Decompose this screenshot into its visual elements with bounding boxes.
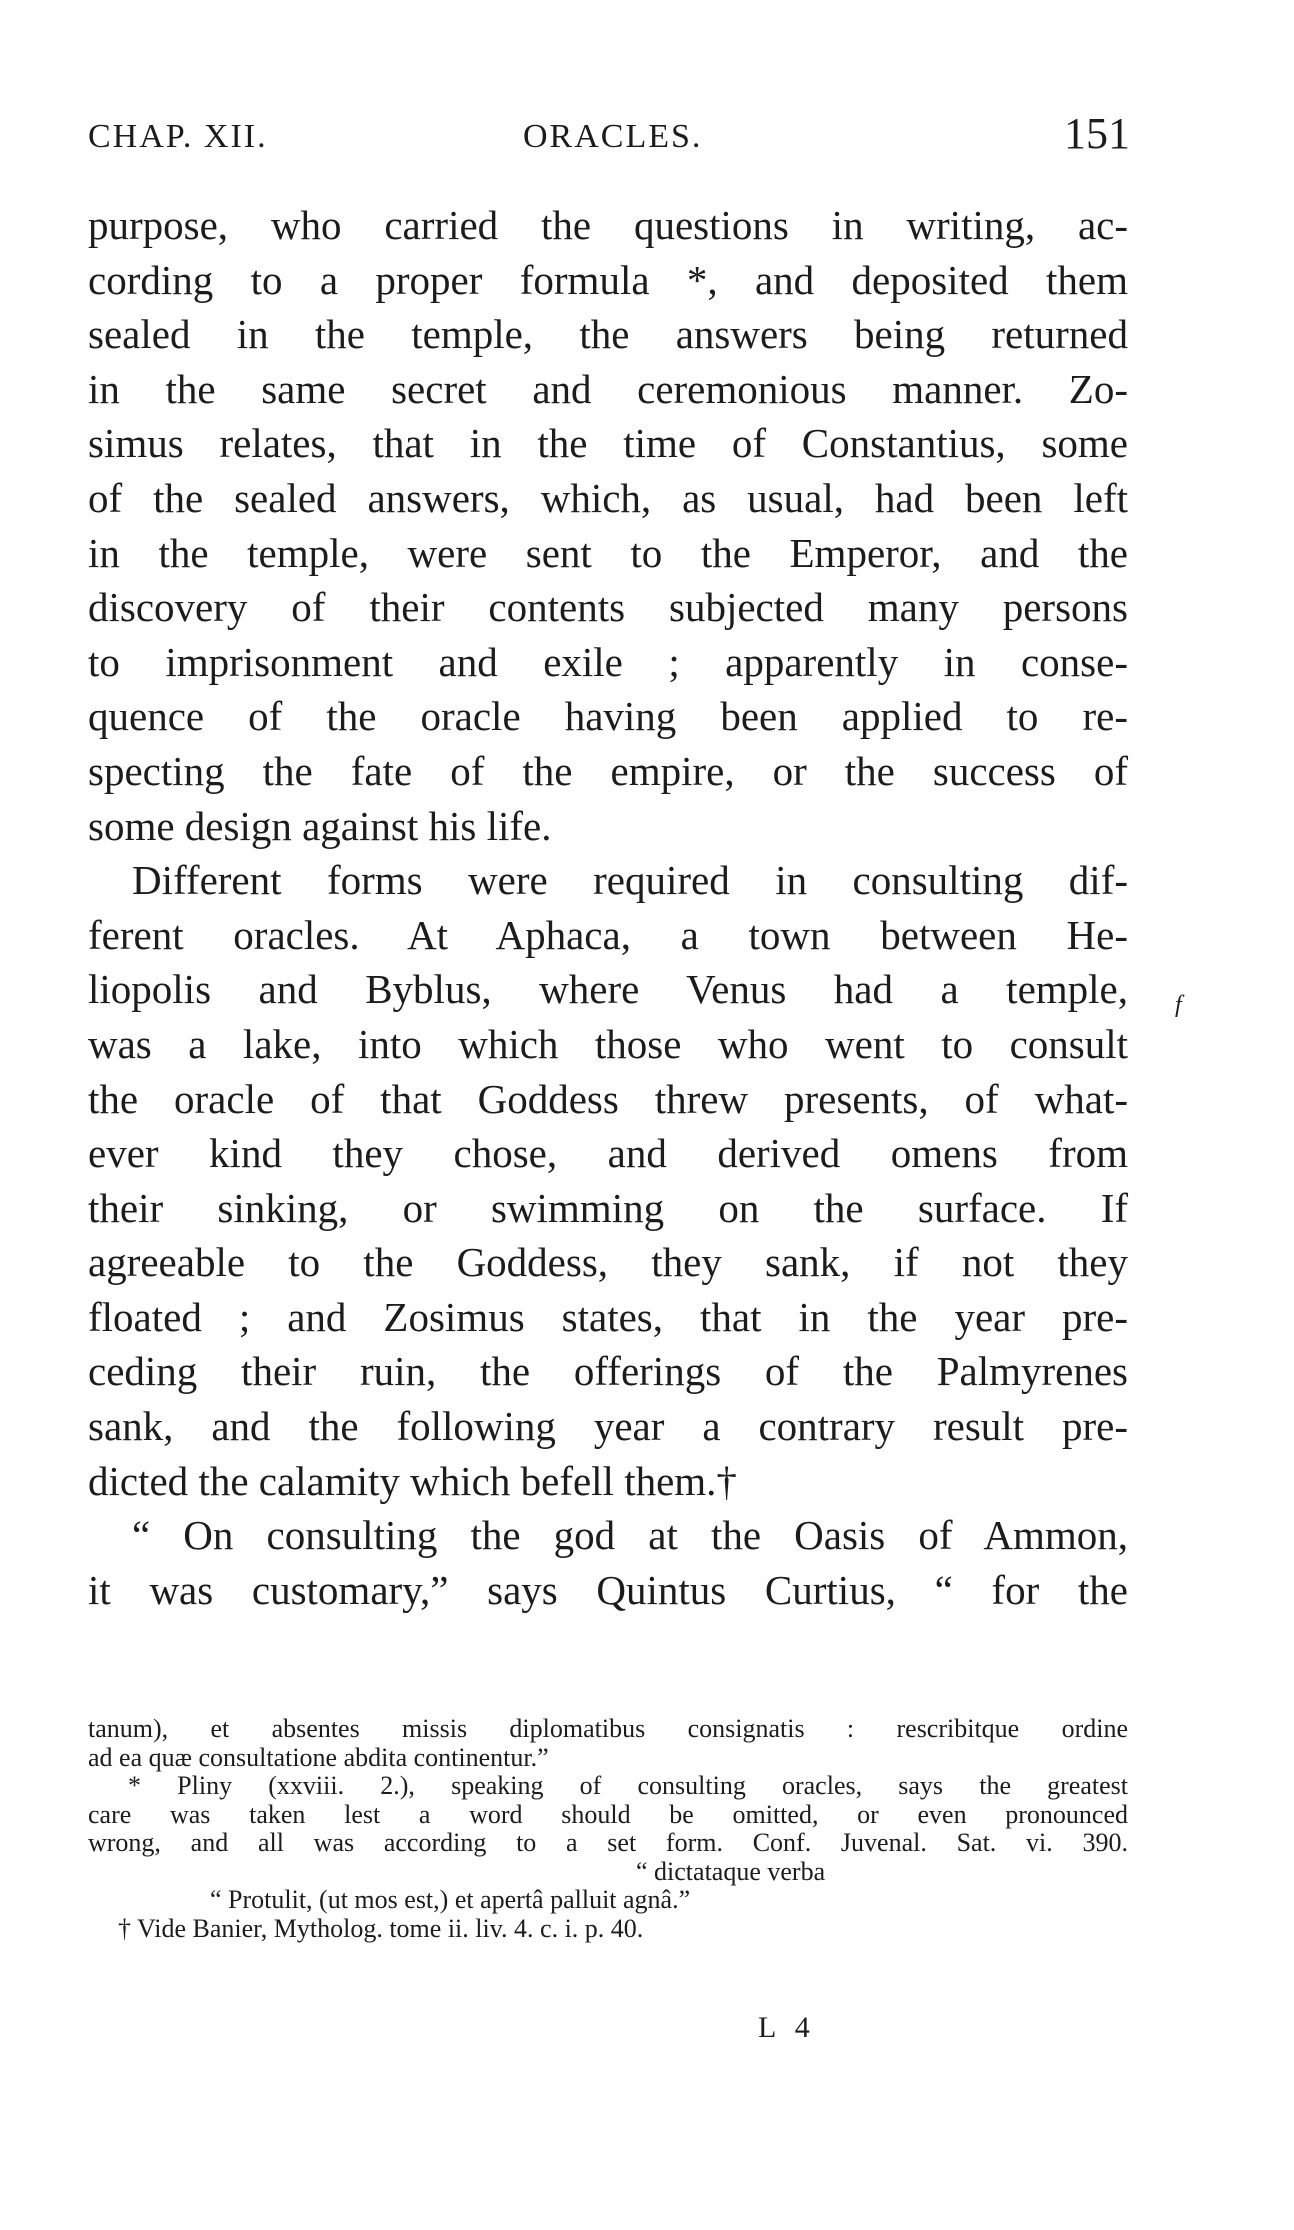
text-line: was a lake, into which those who went to consult bbox=[88, 1020, 1128, 1067]
footnote-line: care was taken lest a word should be omitted, or even pronounced bbox=[88, 1799, 1128, 1829]
text-line: quence of the oracle having been applied to re- bbox=[88, 693, 1128, 740]
text-line: cording to a proper formula *, and deposited them bbox=[88, 256, 1128, 303]
page-number: 151 bbox=[1064, 109, 1130, 158]
text-line: agreeable to the Goddess, they sank, if not they bbox=[88, 1239, 1128, 1286]
text-line: their sinking, or swimming on the surface. If bbox=[88, 1184, 1128, 1231]
signature-mark: L 4 bbox=[758, 2011, 816, 2044]
text-line: ferent oracles. At Aphaca, a town between He- bbox=[88, 911, 1128, 958]
chapter-label: CHAP. XII. bbox=[88, 118, 268, 155]
text-line: Different forms were required in consulting dif- bbox=[132, 857, 1128, 904]
text-line: the oracle of that Goddess threw presents, of what- bbox=[88, 1075, 1128, 1122]
text-line: floated ; and Zosimus states, that in the year pre- bbox=[88, 1293, 1128, 1340]
text-line: dicted the calamity which befell them.† bbox=[88, 1457, 737, 1504]
text-line: “ On consulting the god at the Oasis of Ammon, bbox=[132, 1512, 1128, 1559]
footnote-line: ad ea quæ consultatione abdita continentur.” bbox=[88, 1742, 549, 1772]
footnote-line: † Vide Banier, Mytholog. tome ii. liv. 4. c. i. p. 40. bbox=[118, 1913, 644, 1943]
text-line: simus relates, that in the time of Constantius, some bbox=[88, 420, 1128, 467]
running-title: ORACLES. bbox=[523, 118, 703, 155]
footnote-verse-line: “ dictataque verba bbox=[636, 1856, 826, 1886]
text-line: in the same secret and ceremonious manner. Zo- bbox=[88, 365, 1128, 412]
footnote-verse-line: “ Protulit, (ut mos est,) et apertâ palluit agnâ.” bbox=[210, 1885, 691, 1914]
text-line: sank, and the following year a contrary result pre- bbox=[88, 1403, 1128, 1450]
text-line: sealed in the temple, the answers being returned bbox=[88, 311, 1128, 358]
text-line: liopolis and Byblus, where Venus had a temple, bbox=[88, 966, 1128, 1013]
running-header bbox=[88, 108, 1128, 156]
main-text bbox=[88, 198, 1128, 1617]
footnote-line: tanum), et absentes missis diplomatibus consignatis : rescribitque ordine bbox=[88, 1714, 1128, 1743]
text-line: specting the fate of the empire, or the success of bbox=[88, 747, 1128, 794]
text-line: ceding their ruin, the offerings of the Palmyrenes bbox=[88, 1348, 1128, 1395]
footnote-line: * Pliny (xxviii. 2.), speaking of consulting oracles, says the greatest bbox=[128, 1771, 1128, 1800]
text-line: some design against his life. bbox=[88, 802, 552, 849]
footnotes bbox=[88, 1715, 1128, 1943]
text-line: discovery of their contents subjected many persons bbox=[88, 584, 1128, 631]
text-line: in the temple, were sent to the Emperor, and the bbox=[88, 529, 1128, 576]
footnote-line: wrong, and all was according to a set form. Conf. Juvenal. Sat. vi. 390. bbox=[88, 1828, 1128, 1857]
text-line: ever kind they chose, and derived omens from bbox=[88, 1130, 1128, 1177]
text-line: it was customary,” says Quintus Curtius, “ for the bbox=[88, 1566, 1128, 1613]
text-line: of the sealed answers, which, as usual, had been left bbox=[88, 474, 1128, 521]
text-line: purpose, who carried the questions in writing, ac- bbox=[88, 202, 1128, 248]
text-line: to imprisonment and exile ; apparently in conse- bbox=[88, 638, 1128, 685]
margin-mark: f bbox=[1175, 992, 1182, 1018]
